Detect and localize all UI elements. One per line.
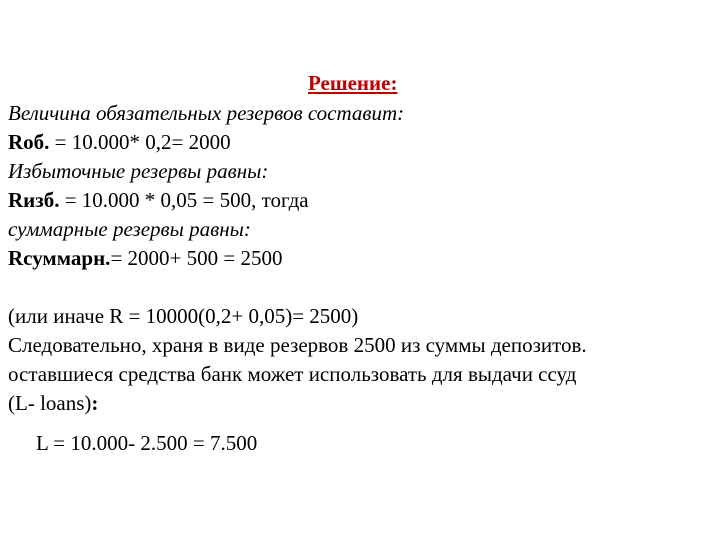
- total-reserves-calculation: = 2000+ 500 = 2500: [110, 246, 283, 270]
- total-reserves-symbol: Rсуммарн.: [8, 246, 111, 270]
- total-reserves-formula: [8, 246, 282, 270]
- excess-reserves-symbol: Rизб.: [8, 188, 60, 212]
- loans-label: (L- loans): [8, 391, 92, 415]
- loans-colon: :: [91, 391, 99, 415]
- required-reserves-formula: [8, 130, 231, 154]
- total-reserves-heading: суммарные резервы равны:: [8, 217, 251, 241]
- required-reserves-symbol: Rоб.: [8, 130, 50, 154]
- conclusion-line-2: оставшиеся средства банк может использовать для выдачи ссуд: [8, 362, 577, 386]
- alternative-calculation: (или иначе R = 10000(0,2+ 0,05)= 2500): [8, 304, 359, 328]
- solution-title: Решение:: [308, 71, 398, 95]
- required-reserves-heading: Величина обязательных резервов составит:: [8, 101, 405, 125]
- excess-reserves-formula: [8, 188, 309, 212]
- conclusion-line-1: Следовательно, храня в виде резервов 2500 из суммы депозитов.: [8, 333, 587, 357]
- loans-label-line: [8, 391, 98, 415]
- excess-reserves-calculation: = 10.000 * 0,05 = 500, тогда: [59, 188, 309, 212]
- loans-formula: L = 10.000- 2.500 = 7.500: [36, 431, 258, 455]
- required-reserves-calculation: = 10.000* 0,2= 2000: [49, 130, 231, 154]
- excess-reserves-heading: Избыточные резервы равны:: [8, 159, 269, 183]
